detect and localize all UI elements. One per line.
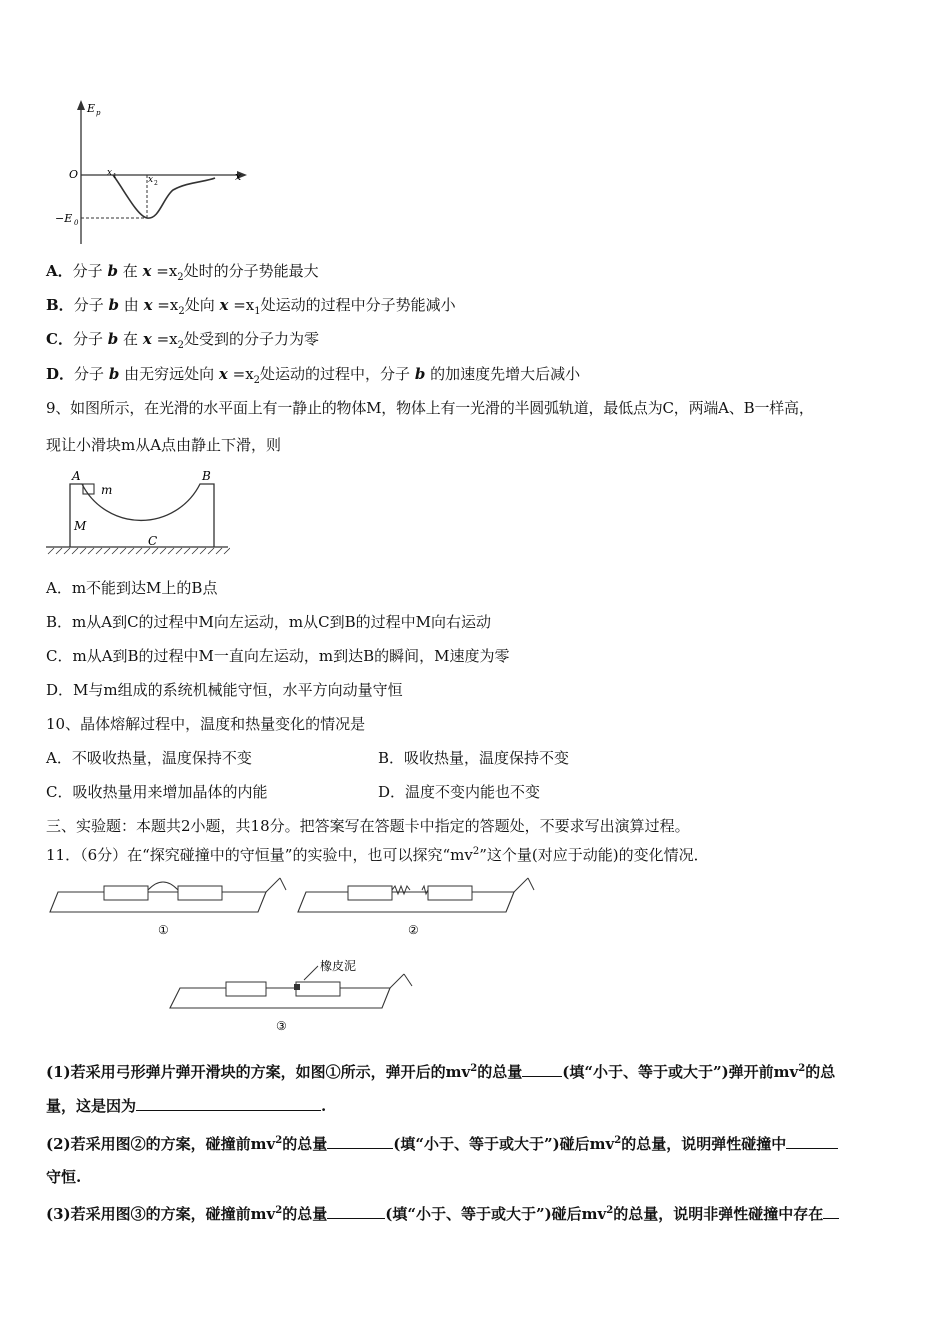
graph-y-label: E: [87, 102, 96, 115]
svg-text:m: m: [101, 483, 113, 497]
collision-figure-1: [48, 872, 288, 938]
potential-energy-graph: [55, 98, 255, 248]
q9-stem-line2: 现让小滑块m从A点由静止下滑，则: [46, 436, 282, 454]
q11-part2-line1: (2)若采用图②的方案，碰撞前$mv^2$的总量 (填“小于、等于或大于”)碰后$mv^2$的总量，说明弹性碰撞中: [46, 1131, 838, 1154]
q11-part1-line1: (1)若采用弓形弹片弹开滑块的方案，如图①所示，弹开后的$mv^2$的总量 (填“小于、等于或大于”)弹开前$mv^2$的总: [46, 1063, 836, 1081]
svg-text:①: ①: [158, 923, 169, 937]
q8-option-b: B．分子 b 由 $x =x_2$处向 $x =x_1$处运动的过程中分子势能减小: [46, 296, 456, 317]
answer-blank[interactable]: [522, 1062, 562, 1077]
q9-option-b: B．m从A到C的过程中M向左运动，m从C到B的过程中M向右运动: [46, 613, 491, 631]
svg-text:③: ③: [276, 1019, 287, 1033]
graph-min-label: −E: [55, 212, 73, 225]
q11-stem: 11．（6分）在“探究碰撞中的守恒量”的实验中，也可以探究“$mv^2$”这个量(对应于动能)的变化情况．: [46, 846, 709, 864]
q10-option-c: C．吸收热量用来增加晶体的内能: [46, 783, 268, 801]
answer-blank[interactable]: [327, 1204, 385, 1219]
graph-x-label: x: [235, 170, 242, 183]
svg-text:B: B: [202, 469, 211, 483]
svg-text:A: A: [72, 469, 81, 483]
svg-text:x: x: [107, 168, 113, 178]
q11-part2-line2: 守恒.: [46, 1168, 82, 1186]
answer-blank[interactable]: [823, 1204, 839, 1219]
q10-option-a: A．不吸收热量，温度保持不变: [46, 749, 252, 767]
semicircle-track-figure: [44, 466, 230, 560]
q10-option-b: B．吸收热量，温度保持不变: [378, 749, 570, 767]
svg-text:p: p: [96, 109, 101, 117]
section-3-heading: 三、实验题：本题共2小题，共18分。把答案写在答题卡中指定的答题处，不要求写出演算过程。: [46, 817, 690, 835]
graph-origin: O: [69, 168, 79, 181]
svg-text:1: 1: [113, 173, 117, 180]
svg-text:M: M: [74, 519, 87, 533]
q10-option-d: D．温度不变内能也不变: [378, 783, 541, 801]
svg-text:C: C: [148, 534, 158, 548]
q8-option-d: D．分子 b 由无穷远处向 $x =x_2$处运动的过程中，分子 b 的加速度先增大后减小: [46, 365, 581, 386]
svg-text:x: x: [148, 175, 154, 185]
q9-option-d: D．M与m组成的系统机械能守恒，水平方向动量守恒: [46, 681, 403, 699]
q9-stem-line1: 9、如图所示，在光滑的水平面上有一静止的物体M，物体上有一光滑的半圆弧轨道，最低点为C，两端A、B一样高，: [46, 399, 814, 417]
q10-stem: 10、晶体熔解过程中，温度和热量变化的情况是: [46, 715, 366, 733]
q8-option-a: A．分子 b 在 $x =x_2$处时的分子势能最大: [46, 262, 319, 283]
collision-figure-3: [168, 956, 418, 1034]
answer-blank[interactable]: [136, 1096, 321, 1111]
q9-option-c: C．m从A到B的过程中M一直向左运动，m到达B的瞬间，M速度为零: [46, 647, 510, 665]
svg-text:②: ②: [408, 923, 419, 937]
q11-part1-line2: 量，这是因为 .: [46, 1097, 327, 1115]
svg-text:2: 2: [154, 180, 158, 187]
collision-figure-2: [296, 872, 536, 938]
svg-text:橡皮泥: 橡皮泥: [320, 959, 357, 973]
answer-blank[interactable]: [786, 1134, 838, 1149]
q9-option-a: A．m不能到达M上的B点: [46, 579, 218, 597]
answer-blank[interactable]: [327, 1134, 393, 1149]
q8-option-c: C．分子 b 在 $x =x_2$处受到的分子力为零: [46, 330, 319, 351]
q11-part3-line1: (3)若采用图③的方案，碰撞前$mv^2$的总量 (填“小于、等于或大于”)碰后$mv^2$的总量，说明非弹性碰撞中存在: [46, 1201, 839, 1224]
svg-text:0: 0: [74, 219, 79, 227]
